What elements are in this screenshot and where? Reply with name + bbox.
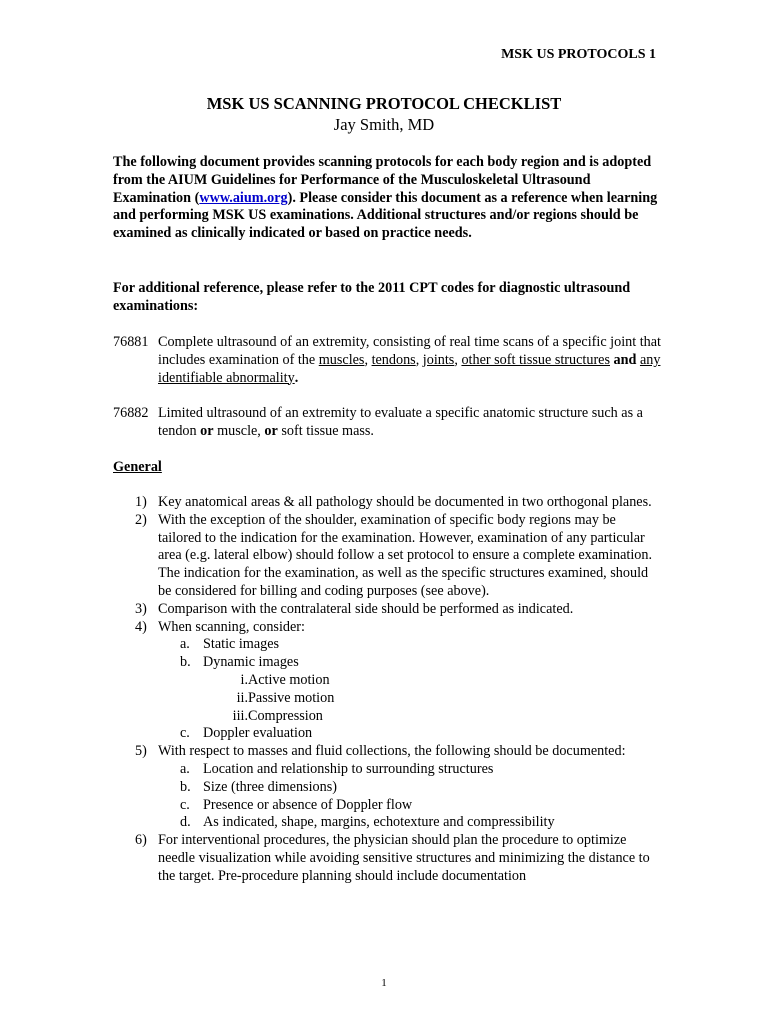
cpt-description: Complete ultrasound of an extremity, consisting of real time scans of a specific joint that includes examination of the muscles, tendons, joints, other soft tissue structures and any identifiable abnormality. (158, 334, 661, 386)
sub-sub-list-item: ii. Passive motion (236, 689, 335, 706)
cpt-description: Limited ultrasound of an extremity to evaluate a specific anatomic structure such as a tendon or muscle, or soft tissue mass. (158, 405, 643, 439)
sub-sub-list-item: i. Active motion (240, 671, 330, 688)
page-number: 1 (381, 977, 387, 989)
sub-list-item: c. Presence or absence of Doppler flow (180, 796, 413, 813)
title-block (0, 94, 768, 135)
list-item: 6) For interventional procedures, the physician should plan the procedure to optimize needle visualization while avoiding sensitive structures and minimizing the distance to the target. Pre-procedure planning should include documentation (135, 832, 650, 884)
sub-list-item: a. Location and relationship to surrounding structures (180, 760, 494, 777)
document-title: MSK US SCANNING PROTOCOL CHECKLIST (206, 94, 562, 113)
section-heading-general: General (113, 459, 162, 475)
sub-sub-list-item: iii. Compression (232, 707, 323, 724)
list-item: 1) Key anatomical areas & all pathology should be documented in two orthogonal planes. (135, 494, 652, 510)
intro-paragraph: The following document provides scanning protocols for each body region and is adopted from the AIUM Guidelines for Performance of the Musculoskeletal Ultrasound Examination (www.aium.org). Please consider this document as a reference when learning and performing MSK US examinations. Additional structures and/or regions should be examined as clinically indicated or based on practice needs. (113, 154, 658, 242)
sub-list-item: c. Doppler evaluation (180, 725, 313, 742)
cpt-entry-76881 (113, 334, 661, 387)
sub-list-item: b. Size (three dimensions) (180, 778, 337, 795)
sub-list-item: a. Static images (180, 636, 280, 653)
list-item: 4) When scanning, consider: (135, 618, 305, 635)
aium-link[interactable]: www.aium.org (199, 189, 288, 206)
general-list (113, 494, 661, 886)
cpt-code: 76882 (113, 405, 149, 421)
cpt-entry-76882 (113, 405, 661, 441)
running-head: MSK US PROTOCOLS 1 (501, 47, 656, 62)
sub-list-item: b. Dynamic images (180, 654, 299, 671)
document-author: Jay Smith, MD (333, 115, 435, 134)
list-item: 2) With the exception of the shoulder, examination of specific body regions may be tailored to the indication for the examination. However, examination of any particular area (e.g. lateral elbow) should follow a set protocol to ensure a complete examination. The indication for the examination, as well as the specific structures examined, should be considered for billing and coding purposes (see above). (135, 511, 653, 599)
sub-list-item: d. As indicated, shape, margins, echotexture and compressibility (180, 814, 555, 831)
cpt-intro-paragraph: For additional reference, please refer to the 2011 CPT codes for diagnostic ultrasound examinations: (113, 280, 631, 314)
cpt-code: 76881 (113, 334, 149, 350)
list-item: 5) With respect to masses and fluid collections, the following should be documented: (135, 743, 626, 760)
list-item: 3) Comparison with the contralateral side should be performed as indicated. (135, 600, 574, 617)
